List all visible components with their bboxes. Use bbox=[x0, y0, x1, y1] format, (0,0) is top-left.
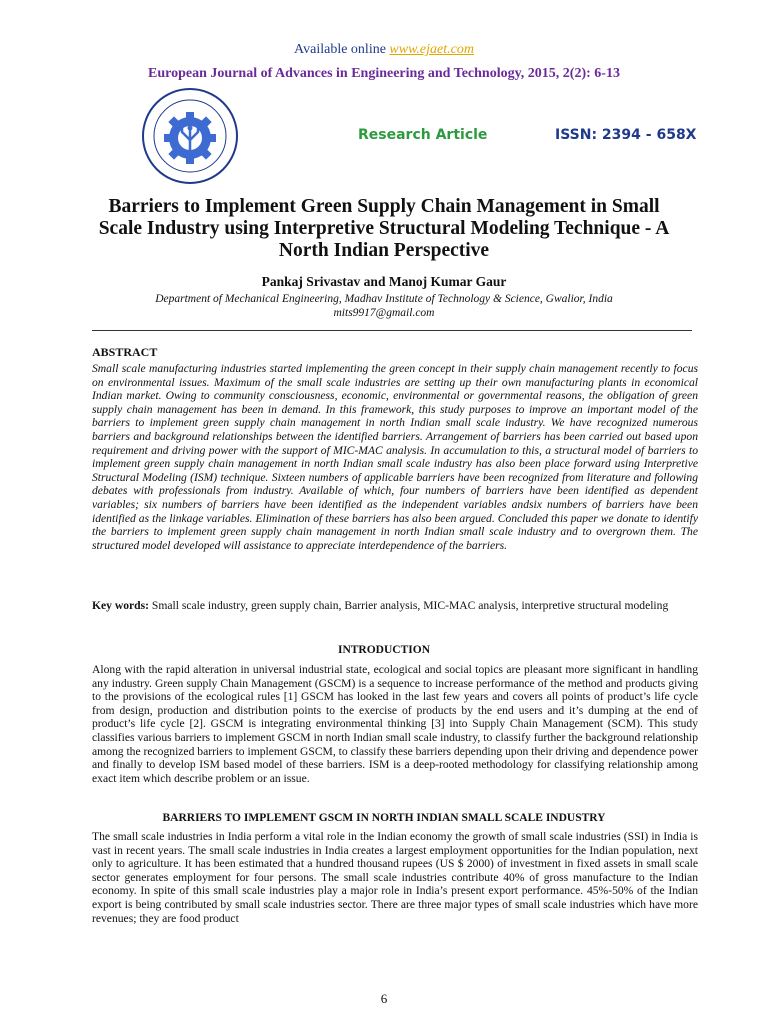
author-email: mits9917@gmail.com bbox=[333, 307, 435, 319]
affiliation-block bbox=[0, 292, 768, 320]
abstract-text: Small scale manufacturing industries started implementing the green concept in their supply chain management recently to focus on environmental issues. Maximum of the small scale industries are setting up their own manufacturing plants in economical Indian market. Owing to community consciousness, economic, environmental or governmental reasons, the obligation of green supply chain management has been in demand. In this framework, this study purposes to improve an important model of the barriers to implement green supply chain management in north Indian small scale industry. We have recognized numerous barriers and background relationships between the identified barriers. Arrangement of barriers has been carried out based upon requirement and driving power with the support of MIC-MAC analysis. In accumulation to this, a structural model of barriers to implement green supply chain management in north Indian small scale industry has also been place forward using Interpretive Structural Modeling (ISM) technique. Sixteen numbers of applicable barriers have been recognized from literature and following debates with professionals from industry. Available of which, four numbers of barriers have been identified as dependent variables; six numbers of barriers have been identified as the independent variables andsix numbers of barriers have been identified as the linkage variables. Elimination of these barriers has also been argued. Concluded this paper we donate to identify the barriers to implement green supply chain management in north Indian small scale industry and to overgrown them. The structured model developed will assistance to appreciate interdependence of the barriers. bbox=[92, 362, 698, 552]
introduction-heading: INTRODUCTION bbox=[337, 644, 430, 656]
article-type-label: Research Article bbox=[358, 127, 488, 143]
header-divider bbox=[92, 330, 692, 331]
page-number: 6 bbox=[380, 991, 388, 1006]
keywords-label: Key words: bbox=[92, 599, 149, 612]
affiliation-text: Department of Mechanical Engineering, Madhav Institute of Technology & Science, Gwalior, India bbox=[155, 293, 613, 305]
available-online-line bbox=[0, 42, 768, 58]
keywords-block bbox=[92, 599, 698, 613]
issn-label: ISSN: 2394 - 658X bbox=[555, 127, 697, 143]
available-online-label: Available online bbox=[294, 42, 386, 57]
journal-citation: European Journal of Advances in Engineering and Technology, 2015, 2(2): 6-13 bbox=[148, 66, 620, 81]
journal-url-link[interactable]: www.ejaet.com bbox=[389, 42, 474, 57]
abstract-heading: ABSTRACT bbox=[92, 345, 158, 359]
journal-seal-logo-icon bbox=[140, 86, 240, 186]
paper-authors: Pankaj Srivastav and Manoj Kumar Gaur bbox=[261, 274, 507, 289]
keywords-text: Small scale industry, green supply chain, Barrier analysis, MIC-MAC analysis, interpretive structural modeling bbox=[151, 599, 669, 612]
paper-title: Barriers to Implement Green Supply Chain Management in Small Scale Industry using Interpretive Structural Modeling Technique - A North Indian Perspective bbox=[98, 196, 670, 261]
introduction-text: Along with the rapid alteration in universal industrial state, ecological and social topics are pleasant more significant in handling any industry. Green supply Chain Management (GSCM) is a sequence to increase performance of the method and products giving to the provisions of the ecological rules [1] GSCM has looked in the last few years and covers all points of product’s life cycle from design, production and distribution points to the exercise of products by the end users and it’s dumping at the end of product’s life cycle [2]. GSCM is integrating environmental thinking [3] into Supply Chain Management (SCM). This study classifies various barriers to implement GSCM in north Indian small scale industry, to classify further the background relationship among the recognized barriers to implement GSCM, to classify these barriers depending upon their driving and dependence power and finally to develop ISM based model of these barriers. ISM is a deep-rooted methodology for classifying relationship among exact item which describe problem or an issue. bbox=[92, 663, 698, 785]
barriers-section-text: The small scale industries in India perform a vital role in the Indian economy the growth of small scale industries (SSI) in India is vast in recent years. The small scale industries in India creates a largest employment opportunities for the Indian population, next only to agriculture. It has been estimated that a hundred thousand rupees (US $ 2000) of investment in fixed assets in small scale sector generates employment for four persons. The small scale industries contribute 40% of gross manufacture to the Indian economy. In spite of this small scale industries play a major role in India’s present export performance. 45%-50% of the Indian export is being contributed by small scale industries sector. There are three major types of small scale industries which have more revenues; they are food product bbox=[92, 830, 698, 925]
barriers-section-heading: BARRIERS TO IMPLEMENT GSCM IN NORTH INDIAN SMALL SCALE INDUSTRY bbox=[162, 812, 606, 824]
